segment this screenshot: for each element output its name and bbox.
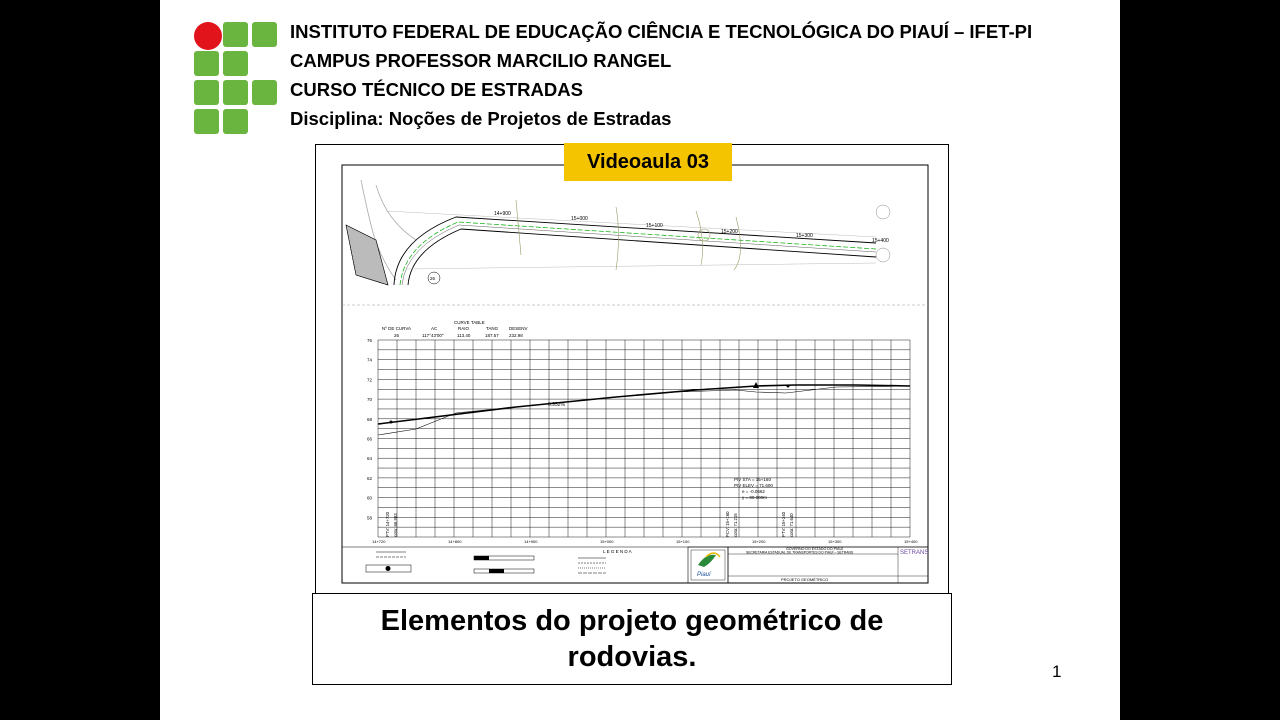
y-tick-label: 76 xyxy=(367,338,373,343)
piv-note: PIV ELEV = 71.600 xyxy=(734,483,773,488)
profile-y-axis xyxy=(367,338,373,520)
svg-text:PROJETO GEOMÉTRICO: PROJETO GEOMÉTRICO xyxy=(781,577,829,582)
y-tick-label: 68 xyxy=(367,416,373,422)
vertical-label: PTV: 15+240 xyxy=(781,511,786,537)
setrans-label: SETRANS xyxy=(900,550,929,556)
svg-text:TANG: TANG xyxy=(486,326,499,331)
y-tick-label: 64 xyxy=(367,456,373,462)
svg-text:26: 26 xyxy=(430,276,436,281)
page-number: 1 xyxy=(1052,662,1062,681)
header-institution: INSTITUTO FEDERAL DE EDUCAÇÃO CIÊNCIA E TECNOLÓGICA DO PIAUÍ – IFET-PI xyxy=(290,21,1033,42)
vertical-label: cota: 71.215 xyxy=(733,513,738,537)
engineering-drawing xyxy=(315,144,949,596)
svg-text:RAIO: RAIO xyxy=(458,326,470,331)
vertical-label: cota: 71.640 xyxy=(789,513,794,537)
svg-text:232.98: 232.98 xyxy=(509,333,523,338)
piaui-brand: Piauí xyxy=(697,572,711,578)
profile-stations xyxy=(372,539,918,544)
station-tick-label: 15+000 xyxy=(600,539,614,544)
header-discipline: Disciplina: Noções de Projetos de Estradas xyxy=(290,108,672,129)
plan-station-label: 15+100 xyxy=(646,223,663,229)
plan-station-label: 15+300 xyxy=(796,233,813,239)
svg-text:AC: AC xyxy=(431,326,438,331)
slope-label: 0.952% xyxy=(548,402,565,408)
svg-text:117°43'00": 117°43'00" xyxy=(422,333,444,338)
logo-red-dot xyxy=(194,22,222,50)
plan-station-label: 15+200 xyxy=(721,229,738,235)
station-tick-label: 14+900 xyxy=(524,539,538,544)
piv-note: e = -0.0662 xyxy=(742,489,765,494)
slide-title: Elementos do projeto geométrico de rodovias. xyxy=(380,605,884,673)
vertical-label: cota: 66.983 xyxy=(393,513,398,537)
plan-station-label: 14+900 xyxy=(494,211,511,217)
svg-text:CURVE TABLE: CURVE TABLE xyxy=(454,320,485,325)
svg-text:Nº DE CURVA: Nº DE CURVA xyxy=(382,326,411,331)
station-tick-label: 14+800 xyxy=(448,539,462,544)
vertical-label: PCV: 15+160 xyxy=(725,511,730,537)
plan-station-label: 15+400 xyxy=(872,238,889,244)
lesson-badge: Videoaula 03 xyxy=(564,143,732,181)
station-tick-label: 15+200 xyxy=(752,539,766,544)
svg-text:SECRETARIA ESTADUAL DE TRANSPO: SECRETARIA ESTADUAL DE TRANSPORTES DO PIAUÍ – SETRANS xyxy=(746,550,854,555)
svg-text:DESENV: DESENV xyxy=(509,326,528,331)
ifpi-logo xyxy=(194,22,278,134)
svg-text:26: 26 xyxy=(394,333,400,338)
svg-text:187.57: 187.57 xyxy=(485,333,499,338)
y-tick-label: 66 xyxy=(367,436,373,442)
y-tick-label: 58 xyxy=(367,515,373,521)
vertical-label: PTV: 14+720 xyxy=(385,511,390,537)
piv-note: y = 80.000m xyxy=(742,495,767,500)
station-tick-label: 15+100 xyxy=(676,539,690,544)
svg-text:113.40: 113.40 xyxy=(457,333,471,338)
station-tick-label: 15+300 xyxy=(828,539,842,544)
slide-title-box xyxy=(312,593,952,685)
station-tick-label: 14+720 xyxy=(372,539,386,544)
station-tick-label: 15+400 xyxy=(904,539,918,544)
y-tick-label: 62 xyxy=(367,475,373,481)
title-stamp xyxy=(688,547,928,583)
y-tick-label: 60 xyxy=(367,495,373,501)
svg-text:GOVERNO DO ESTADO DO PIAUÍ: GOVERNO DO ESTADO DO PIAUÍ xyxy=(786,547,844,551)
plan-station-label: 15+000 xyxy=(571,216,588,222)
profile-grid xyxy=(378,340,910,537)
header-campus: CAMPUS PROFESSOR MARCILIO RANGEL xyxy=(290,50,672,71)
curve-table xyxy=(382,320,528,338)
plan-view xyxy=(346,180,890,285)
legend-title: L E G E N D A xyxy=(603,549,632,554)
y-tick-label: 72 xyxy=(367,377,373,383)
header-course: CURSO TÉCNICO DE ESTRADAS xyxy=(290,79,583,100)
slide xyxy=(160,0,1120,720)
y-tick-label: 74 xyxy=(367,357,373,363)
piv-note: PIV STA = 15+160 xyxy=(734,477,771,482)
y-tick-label: 70 xyxy=(367,397,373,403)
